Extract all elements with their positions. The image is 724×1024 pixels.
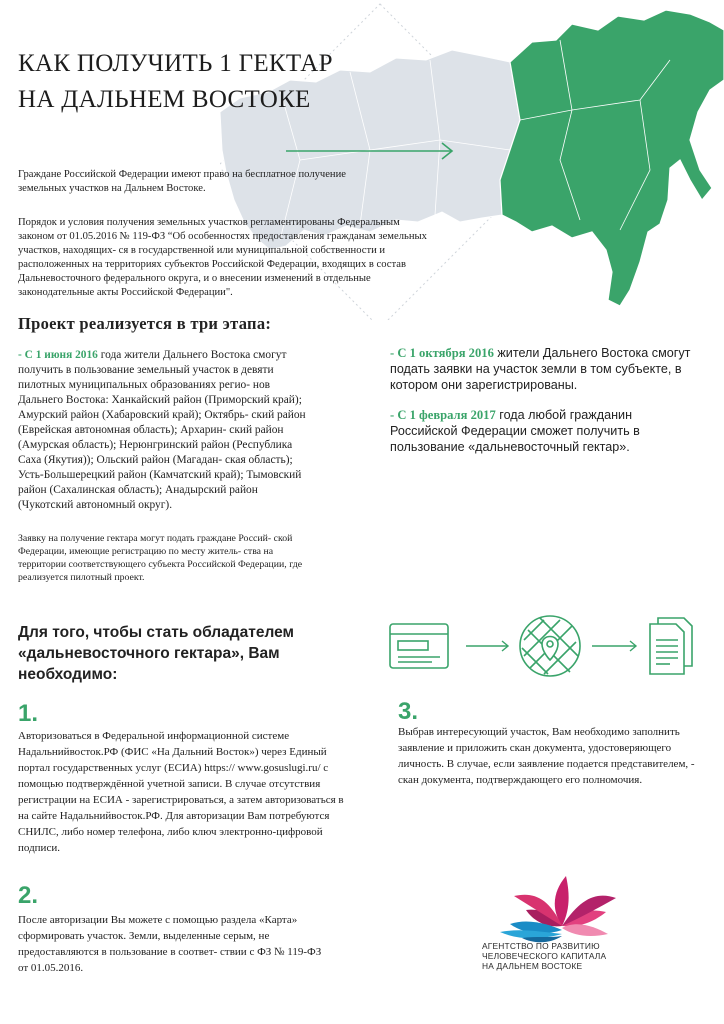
logo-text-line-2: ЧЕЛОВЕЧЕСКОГО КАПИТАЛА xyxy=(482,951,607,961)
stage-3-date: - С 1 февраля 2017 xyxy=(390,408,496,422)
documents-icon xyxy=(650,618,692,674)
title-line-1: КАК ПОЛУЧИТЬ 1 ГЕКТАР xyxy=(18,50,333,77)
howto-heading: Для того, чтобы стать обладателем «дальневосточного гектара», Вам необходимо: xyxy=(18,624,294,683)
map-green-region xyxy=(500,10,724,306)
logo-flower-icon xyxy=(500,876,616,942)
process-icons xyxy=(384,610,704,682)
step-3-number: 3. xyxy=(398,698,419,725)
stage-2 xyxy=(390,345,702,393)
stage-3-text: года любой гражданин Российской Федерации сможет получить в пользование «дальневосточный гектар». xyxy=(390,408,640,454)
stage-1-date: - С 1 июня 2016 xyxy=(18,349,98,361)
stage-3 xyxy=(390,407,702,455)
title-line-2: НА ДАЛЬНЕМ ВОСТОКЕ xyxy=(18,86,311,113)
pilot-note: Заявку на получение гектара могут подать граждане Россий- ской Федерации, имеющие регистрацию по месту житель- ства на территории соответствующего субъекта Российской Федерации, где реализуется пилотный проект. xyxy=(18,533,303,583)
step-2-text: После авторизации Вы можете с помощью раздела «Карта» сформировать участок. Земли, выделенные серым, не предоставляются в пользование в соответ- ствии с ФЗ № 119-ФЗ от 01.05.2016. xyxy=(18,914,322,974)
stage-1 xyxy=(18,348,314,513)
stage-1-text: года жители Дальнего Востока смогут получить в пользование земельный участок в девяти пилотных муниципальных образованиях регио- нов Дальнего Востока: Ханкайский район (Приморский край); Амурский район (Хабаровский край); Октябрь- ский район (Еврейская автономная область); Архарин- ский район (Амурская область); Нерюнгринский район (Республика Саха (Якутия)); Ольский район (Магадан- ская область); Усть-Большерецкий район (Камчатский край); Тымовский район (Сахалинская область); Анадырский район (Чукотский автономный округ). xyxy=(18,349,306,511)
logo-text-line-3: НА ДАЛЬНЕМ ВОСТОКЕ xyxy=(482,961,583,971)
logo-text xyxy=(482,941,642,971)
logo-text-line-1: АГЕНТСТВО ПО РАЗВИТИЮ xyxy=(482,941,600,951)
step-2-number: 2. xyxy=(18,882,39,909)
arrow-right-icon-2 xyxy=(592,641,636,651)
map-pin-globe-icon xyxy=(520,616,580,676)
stages-heading: Проект реализуется в три этапа: xyxy=(18,314,272,333)
stage-2-date: - С 1 октября 2016 xyxy=(390,346,494,360)
page-title xyxy=(18,46,378,118)
intro-paragraph-2: Порядок и условия получения земельных участков регламентированы Федеральным законом от 01.05.2016 № 119-ФЗ “Об особенностях предоставления гражданам земельных участков, находящих- ся в государственной или муниципальной собственности и расположенных на территориях субъектов Российской Федерации, входящих в состав Дальневосточного федерального округа, и о внесении изменений в отдельные законодательные акты Российской Федерации". xyxy=(18,217,427,298)
step-3-text: Выбрав интересующий участок, Вам необходимо заполнить заявление и приложить скан документа, удостоверяющего личность. В случае, если заявление подается представителем, - скан документа, подтверждающего его полномочия. xyxy=(398,726,695,786)
intro-paragraph-1: Граждане Российской Федерации имеют право на бесплатное получение земельных участков на Дальнем Востоке. xyxy=(18,169,346,194)
stage-2-text: жители Дальнего Востока смогут подать заявки на участок земли в том субъекте, в котором они зарегистрированы. xyxy=(390,346,691,392)
browser-window-icon xyxy=(390,624,448,668)
step-1-number: 1. xyxy=(18,700,39,727)
step-1-text: Авторизоваться в Федеральной информационной системе Надальнийвосток.РФ (ФИС «На Дальний Восток») через Единый портал государственных услуг (ЕСИА) https:// www.gosuslugi.ru/ с помощью подтверждённой учетной записи. В случае отсутствия регистрации на ЕСИА - зарегистрироваться, а затем авторизоваться в на сайте Надальнийвосток.РФ. Для авторизации Вам потребуются СНИЛС, либо номер телефона, либо ключ электронно-цифровой подписи. xyxy=(18,730,344,854)
arrow-right-icon xyxy=(466,641,508,651)
